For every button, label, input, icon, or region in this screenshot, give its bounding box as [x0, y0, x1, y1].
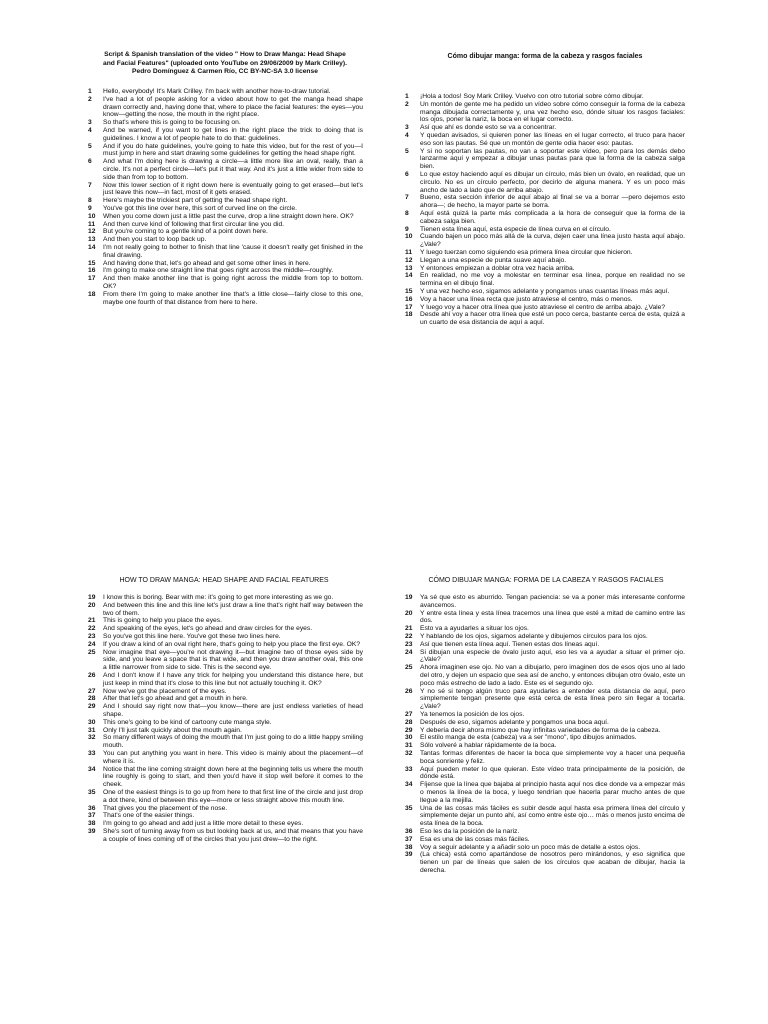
script-line	[88, 719, 363, 727]
line-number: 16	[405, 295, 413, 303]
page1-spanish-column	[405, 93, 685, 327]
line-number: 1	[405, 93, 409, 100]
script-line	[88, 88, 363, 96]
script-line	[88, 734, 363, 750]
line-number: 7	[405, 194, 409, 202]
line-number: 23	[88, 632, 96, 640]
line-number: 31	[88, 726, 96, 734]
line-number: 25	[88, 648, 96, 656]
line-text: Y no sé si tengo algún truco para ayudarles a entender esta distancia de aquí, pero simplemente tengan presente que está cerca de esta línea pero sin llegar a tocarla. ¿Vale?	[420, 687, 685, 711]
line-text: Esto va a ayudarles a situar los ojos.	[420, 625, 529, 633]
script-line	[88, 649, 363, 672]
line-number: 15	[88, 259, 96, 267]
script-line	[405, 194, 685, 210]
header-en-line-2: and Facial Features" (uploaded onto YouTube on 29/06/2009 by Mark Crilley).	[103, 59, 347, 67]
script-line	[88, 789, 363, 805]
line-number: 5	[405, 147, 409, 155]
line-number: 29	[88, 703, 96, 711]
script-line	[405, 124, 685, 132]
line-number: 8	[88, 197, 92, 205]
line-number: 21	[88, 617, 96, 625]
line-text: And between this line and this line let's just draw a line that's right half way between the two of them.	[103, 601, 363, 617]
line-number: 5	[88, 142, 92, 150]
line-number: 4	[405, 131, 409, 139]
line-number: 35	[88, 788, 96, 796]
page2-title-en: HOW TO DRAW MANGA: HEAD SHAPE AND FACIAL FEATURES	[119, 577, 329, 584]
script-line	[405, 805, 685, 828]
line-text: Y debería decir ahora mismo que hay infinitas variedades de forma de la cabeza.	[420, 726, 661, 734]
line-number: 33	[88, 749, 96, 757]
line-text: And be warned, if you want to get lines in the right place the trick to doing that is guidelines. I know a lot of people hate to do that: guidelines.	[103, 126, 363, 142]
page1-header-es: Cómo dibujar manga: forma de la cabeza y rasgos faciales	[447, 53, 643, 60]
script-line	[405, 288, 685, 296]
line-text: Así que ahí es donde esto se va a concentrar.	[420, 124, 557, 132]
line-text: And then make another line that is going right across the middle from top to bottom. OK?	[103, 275, 363, 290]
line-text: And then you start to loop back up.	[103, 236, 207, 244]
line-number: 14	[405, 272, 413, 280]
line-number: 17	[88, 275, 96, 283]
header-en-line-3: Pedro Domínguez & Carmen Río, CC BY-NC-SA 3.0 license	[132, 68, 318, 75]
script-line	[405, 210, 685, 226]
line-number: 36	[405, 827, 413, 835]
script-line	[88, 291, 363, 307]
line-number: 35	[405, 804, 413, 812]
line-text: Llegan a una especie de punta suave aquí abajo.	[420, 256, 567, 264]
header-en-line-1: Script & Spanish translation of the video " How to Draw Manga: Head Shape	[104, 51, 346, 58]
line-number: 23	[405, 640, 413, 648]
line-number: 29	[405, 726, 413, 734]
line-number: 17	[405, 303, 413, 311]
line-number: 30	[405, 734, 413, 742]
line-number: 38	[405, 843, 413, 851]
script-line	[88, 205, 363, 213]
line-text: Now we've got the placement of the eyes.	[103, 687, 227, 695]
line-text: ¡Hola a todos! Soy Mark Crilley. Vuelvo con otro tutorial sobre cómo dibujar.	[420, 93, 644, 100]
script-line	[88, 617, 363, 625]
line-number: 3	[88, 119, 92, 127]
script-line	[88, 275, 363, 291]
line-text: Fíjense que la línea que bajaba al principio hasta aquí nos dice donde va a empezar más o menos la línea de la boca, y luego tendrían que hacerla parar mucho antes de que llegue a la mejilla.	[420, 781, 685, 804]
script-line	[88, 828, 363, 844]
script-line	[88, 766, 363, 789]
line-number: 32	[88, 734, 96, 742]
line-text: One of the easiest things is to go up from here to that first line of the circle and just drop a dot there, kind of between this eye—more or less straight above this mouth line.	[103, 788, 363, 804]
line-text: Now imagine that eye—you're not drawing it—but imagine two of those eyes side by side, and you leave a space that is that wide, and then you draw another oval, this one a little narrower from side to side. This is the second eye.	[103, 648, 363, 672]
line-text: And I should say right now that—you know—there are just endless varieties of head shape.	[103, 703, 363, 718]
line-number: 8	[405, 209, 409, 217]
line-text: Eso les da la posición de la nariz.	[420, 827, 520, 835]
script-line	[88, 805, 363, 813]
line-text: And I don't know if I have any trick for helping you understand this distance here, but just keep in mind that it's close to this line but not actually touching it. OK?	[103, 671, 363, 687]
script-line	[88, 727, 363, 735]
script-line	[405, 311, 685, 327]
script-line	[405, 93, 685, 101]
line-number: 31	[405, 742, 413, 750]
line-number: 20	[405, 609, 413, 617]
line-number: 22	[405, 632, 413, 640]
script-line	[405, 257, 685, 265]
script-line	[88, 127, 363, 143]
line-text: Y si no soportan las pautas, no van a soportar este vídeo, pero para los demás debo lanzarme aquí y empezar a dibujar unas pautas para que la forma de la cabeza salga bien.	[420, 147, 685, 171]
line-text: En realidad, no me voy a molestar en terminar esa línea, porque en realidad no se termina en el dibujo final.	[420, 272, 685, 288]
line-text: Now this lower section of it right down here is eventually going to get erased—but let's just leave this now—in fact, most of it gets erased.	[103, 181, 363, 197]
line-text: If you draw a kind of an oval right here, that's going to help you place the first eye. OK?	[103, 640, 361, 648]
line-text: That gives you the placement of the nose.	[103, 804, 228, 812]
script-line	[405, 766, 685, 782]
script-line	[405, 750, 685, 766]
script-line	[405, 711, 685, 719]
line-number: 6	[405, 170, 409, 178]
script-line	[405, 171, 685, 194]
script-line	[405, 272, 685, 288]
line-text: Ya sé que esto es aburrido. Tengan paciencia: se va a poner más interesante conforme avancemos.	[420, 594, 685, 609]
line-number: 37	[405, 835, 413, 843]
line-text: This one's going to be kind of cartoony cute manga style.	[103, 718, 272, 726]
line-number: 38	[88, 820, 96, 828]
script-line	[88, 672, 363, 688]
line-number: 6	[88, 158, 92, 166]
script-line	[405, 851, 685, 874]
script-line	[88, 602, 363, 618]
line-text: Bueno, esta sección inferior de aquí abajo al final se va a borrar —pero dejemos esto ahora—; de hecho, la mayor parte se borra.	[420, 194, 685, 210]
line-text: I'm going to go ahead and add just a little more detail to these eyes.	[103, 820, 304, 828]
line-text: Tantas formas diferentes de hacer la boca que simplemente voy a hacer una pequeña boca sonriente y feliz.	[420, 749, 685, 765]
script-line	[88, 96, 363, 119]
line-number: 1	[88, 88, 92, 95]
line-text: Esa es una de las cosas más fáciles.	[420, 835, 530, 843]
line-text: Así que tienen esta línea aquí. Tienen estas dos líneas aquí.	[420, 640, 600, 648]
line-text: When you come down just a little past the curve, drop a line straight down here. OK?	[103, 212, 354, 220]
script-line	[88, 236, 363, 244]
line-text: I'm not really going to bother to finish that line 'cause it doesn't really get finished in the final drawing.	[103, 243, 363, 259]
script-line	[88, 213, 363, 221]
script-line	[88, 812, 363, 820]
line-text: Ahora imaginen ese ojo. No van a dibujarlo, pero imaginen dos de esos ojos uno al lado del otro, y dejen un espacio que sea así de ancho, y entonces dibujan otro óvalo, este un poco más estrecho de lado a lado. Este es el segundo ojo.	[420, 664, 685, 687]
line-number: 7	[88, 181, 92, 189]
line-number: 27	[405, 710, 413, 718]
line-number: 18	[405, 311, 413, 319]
script-line	[405, 734, 685, 742]
script-line	[405, 610, 685, 626]
line-text: Después de eso, sigamos adelante y pongamos una boca aquí.	[420, 718, 609, 726]
line-number: 11	[405, 248, 413, 256]
script-line	[88, 260, 363, 268]
script-line	[405, 304, 685, 312]
line-text: Un montón de gente me ha pedido un vídeo sobre cómo conseguir la forma de la cabeza manga dibujada correctamente y, una vez hecho eso, dónde situar los rasgos faciales: los ojos, poner la nariz, la boca en el lugar correcto.	[420, 100, 685, 124]
line-number: 21	[405, 625, 413, 633]
line-number: 10	[405, 233, 413, 241]
line-number: 27	[88, 687, 96, 695]
line-text: You've got this line over here, this sort of curved line on the circle.	[103, 204, 297, 212]
script-line	[405, 836, 685, 844]
line-text: I know this is boring. Bear with me: it's going to get more interesting as we go.	[103, 594, 334, 601]
script-line	[405, 249, 685, 257]
line-text: Una de las cosas más fáciles es subir desde aquí hasta esa primera línea del círculo y simplemente dejar un punto ahí, así como entre este ojo… más o menos justo encima de esta línea de la boca.	[420, 804, 685, 828]
line-text: Y entonces empiezan a doblar otra vez hacia arriba.	[420, 264, 575, 272]
line-number: 28	[405, 718, 413, 726]
line-text: Voy a seguir adelante y a añadir solo un poco más de detalle a estos ojos.	[420, 843, 641, 851]
line-number: 25	[405, 664, 413, 672]
line-number: 32	[405, 749, 413, 757]
line-text: Ya tenemos la posición de los ojos.	[420, 710, 525, 718]
script-line	[405, 633, 685, 641]
script-line	[88, 143, 363, 159]
line-text: After that let's go ahead and get a mouth in here.	[103, 695, 248, 703]
line-text: Voy a hacer una línea recta que justo atraviese el centro, más o menos.	[420, 295, 633, 303]
page2-english-column	[88, 594, 363, 844]
line-text: Here's maybe the trickiest part of getting the head shape right.	[103, 197, 288, 205]
script-line	[405, 233, 685, 249]
script-line	[88, 197, 363, 205]
line-number: 26	[88, 671, 96, 679]
line-text: Y luego voy a hacer otra línea que justo atraviese el centro de arriba abajo. ¿Vale?	[420, 303, 666, 311]
line-text: Y entre esta línea y esta línea tracemos una línea que esté a mitad de camino entre las dos.	[420, 609, 685, 625]
script-line	[405, 742, 685, 750]
script-line	[405, 101, 685, 124]
script-line	[88, 244, 363, 260]
line-number: 19	[88, 594, 96, 601]
line-text: I've had a lot of people asking for a video about how to get the manga head shape drawn correctly and, having done that, where to place the facial features: the eyes—you know—getting the nose, the mouth in the right place.	[103, 95, 363, 119]
line-number: 15	[405, 287, 413, 295]
line-number: 13	[405, 264, 413, 272]
line-number: 24	[405, 648, 413, 656]
line-number: 26	[405, 687, 413, 695]
line-text: Y luego tuerzan como siguiendo esa primera línea circular que hicieron.	[420, 248, 633, 256]
line-text: Only I'll just talk quickly about the mouth again.	[103, 726, 242, 734]
script-line	[405, 132, 685, 148]
line-text: Y hablando de los ojos, sigamos adelante y dibujemos círculos para los ojos.	[420, 632, 648, 640]
script-line	[88, 750, 363, 766]
line-text: And if you do hate guidelines, you're going to hate this video, but for the rest of you—I must jump in here and start drawing some guidelines for getting the head shape right.	[103, 142, 363, 158]
page1-header-en	[88, 51, 362, 77]
script-line	[88, 158, 363, 181]
line-text: El estilo manga de esta (cabeza) va a ser "mono", tipo dibujos animados.	[420, 734, 637, 742]
line-number: 13	[88, 236, 96, 244]
line-text: This is going to help you place the eyes.	[103, 617, 222, 625]
line-text: But you're coming to a gentle kind of a point down here.	[103, 228, 268, 236]
page2-spanish-column	[405, 594, 685, 875]
script-line	[405, 844, 685, 852]
line-text: Si dibujan una especie de óvalo justo aquí, eso les va a ayudar a situar el primer ojo. ¿Vale?	[420, 648, 685, 664]
line-number: 4	[88, 126, 92, 134]
line-number: 2	[88, 95, 92, 103]
line-text: Tienen esta línea aquí, esta especie de línea curva en el círculo.	[420, 225, 611, 233]
line-text: Lo que estoy haciendo aquí es dibujar un círculo, más bien un óvalo, en realidad, que un círculo. No es un círculo perfecto, por decirlo de alguna manera. Y es un poco más ancho de lado a lado que de arriba abajo.	[420, 170, 685, 194]
line-number: 37	[88, 812, 96, 820]
line-number: 30	[88, 718, 96, 726]
line-text: Y quedan avisados, si quieren poner las líneas en el lugar correcto, el truco para hacer eso son las pautas. Sé que un montón de gente odia hacer eso: pautas.	[420, 131, 685, 147]
line-text: And what I'm doing here is drawing a circle—a little more like an oval, really, than a circle. It's not a perfect circle—let's put it that way. And it's just a little wider from side to side than from top to bottom.	[103, 158, 363, 181]
line-number: 20	[88, 601, 96, 609]
script-line	[405, 727, 685, 735]
line-text: (La chica) está como apartándose de nosotros pero mirándonos, y eso significa que tienen un par de líneas que salen de los círculos que acaban de dibujar, hacia la derecha.	[420, 851, 685, 874]
line-number: 12	[405, 256, 413, 264]
script-line	[88, 633, 363, 641]
line-number: 9	[88, 204, 92, 212]
line-number: 34	[405, 781, 413, 789]
script-line	[88, 695, 363, 703]
line-number: 9	[405, 225, 409, 233]
line-number: 18	[88, 290, 96, 298]
line-text: So many different ways of doing the mouth that I'm just going to do a little happy smiling mouth.	[103, 734, 363, 750]
page2-title-es: CÓMO DIBUJAR MANGA: FORMA DE LA CABEZA Y RASGOS FACIALES	[428, 577, 664, 584]
line-number: 11	[88, 220, 96, 228]
line-number: 12	[88, 228, 96, 236]
script-line	[88, 703, 363, 719]
line-number: 16	[88, 267, 96, 275]
line-number: 22	[88, 625, 96, 633]
script-line	[88, 641, 363, 649]
line-number: 39	[88, 827, 96, 835]
page1-english-column	[88, 88, 363, 306]
script-line	[405, 594, 685, 610]
line-number: 3	[405, 124, 409, 132]
script-line	[88, 182, 363, 198]
line-text: And having done that, let's go ahead and get some other lines in here.	[103, 259, 311, 267]
script-line	[405, 828, 685, 836]
script-line	[405, 226, 685, 234]
script-line	[88, 267, 363, 275]
line-text: Hello, everybody! It's Mark Crilley. I'm back with another how-to-draw tutorial.	[103, 88, 331, 95]
line-text: She's sort of turning away from us but looking back at us, and that means that you have a couple of lines coming off of the circles that you just drew—to the right.	[103, 827, 363, 843]
line-number: 10	[88, 212, 96, 220]
line-text: Desde ahí voy a hacer otra línea que esté un poco cerca, bastante cerca de esta, quizá a un cuarto de esa distancia de aquí a aquí.	[420, 311, 685, 327]
script-line	[88, 625, 363, 633]
line-number: 39	[405, 851, 413, 859]
line-text: So you've got this line here. You've got these two lines here.	[103, 632, 281, 640]
line-text: I'm going to make one straight line that goes right across the middle—roughly.	[103, 267, 334, 275]
line-text: So that's where this is going to be focusing on.	[103, 119, 241, 127]
line-number: 19	[405, 594, 413, 601]
line-text: And then curve kind of following that first circular line you did.	[103, 220, 285, 228]
script-line	[88, 221, 363, 229]
script-line	[405, 719, 685, 727]
line-number: 34	[88, 765, 96, 773]
script-line	[405, 781, 685, 804]
script-line	[405, 148, 685, 171]
script-line	[405, 296, 685, 304]
line-text: Aquí pueden meter lo que quieran. Este vídeo trata principalmente de la posición, de dónde está.	[420, 765, 685, 781]
line-text: Notice that the line coming straight down here at the beginning tells us where the mouth line roughly is going to start, and then you'd have it stop well before it comes to the cheek.	[103, 765, 363, 789]
line-text: Cuando bajen un poco más allá de la curva, dejen caer una línea justo hasta aquí abajo. ¿Vale?	[420, 233, 685, 249]
script-line	[88, 820, 363, 828]
script-line	[405, 641, 685, 649]
script-line	[405, 625, 685, 633]
line-text: Sólo volveré a hablar rápidamente de la boca.	[420, 742, 557, 750]
line-number: 14	[88, 243, 96, 251]
script-line	[405, 265, 685, 273]
line-text: Y una vez hecho eso, sigamos adelante y pongamos unas cuantas líneas más aquí.	[420, 287, 670, 295]
line-number: 24	[88, 640, 96, 648]
script-line	[88, 228, 363, 236]
line-number: 28	[88, 695, 96, 703]
line-text: Aquí está quizá la parte más complicada a la hora de conseguir que la forma de la cabeza salga bien.	[420, 209, 685, 225]
script-line	[405, 649, 685, 665]
script-line	[88, 594, 363, 602]
script-line	[405, 688, 685, 711]
line-text: That's one of the easier things.	[103, 812, 195, 820]
line-text: And speaking of the eyes, let's go ahead and draw circles for the eyes.	[103, 625, 313, 633]
script-line	[88, 688, 363, 696]
line-number: 36	[88, 804, 96, 812]
line-text: You can put anything you want in here. This video is mainly about the placement—of where it is.	[103, 749, 363, 765]
script-line	[88, 119, 363, 127]
line-text: From there I'm going to make another line that's a little close—fairly close to this one, maybe one fourth of that distance from here to here.	[103, 290, 363, 306]
script-line	[405, 664, 685, 687]
line-number: 33	[405, 765, 413, 773]
line-number: 2	[405, 100, 409, 108]
